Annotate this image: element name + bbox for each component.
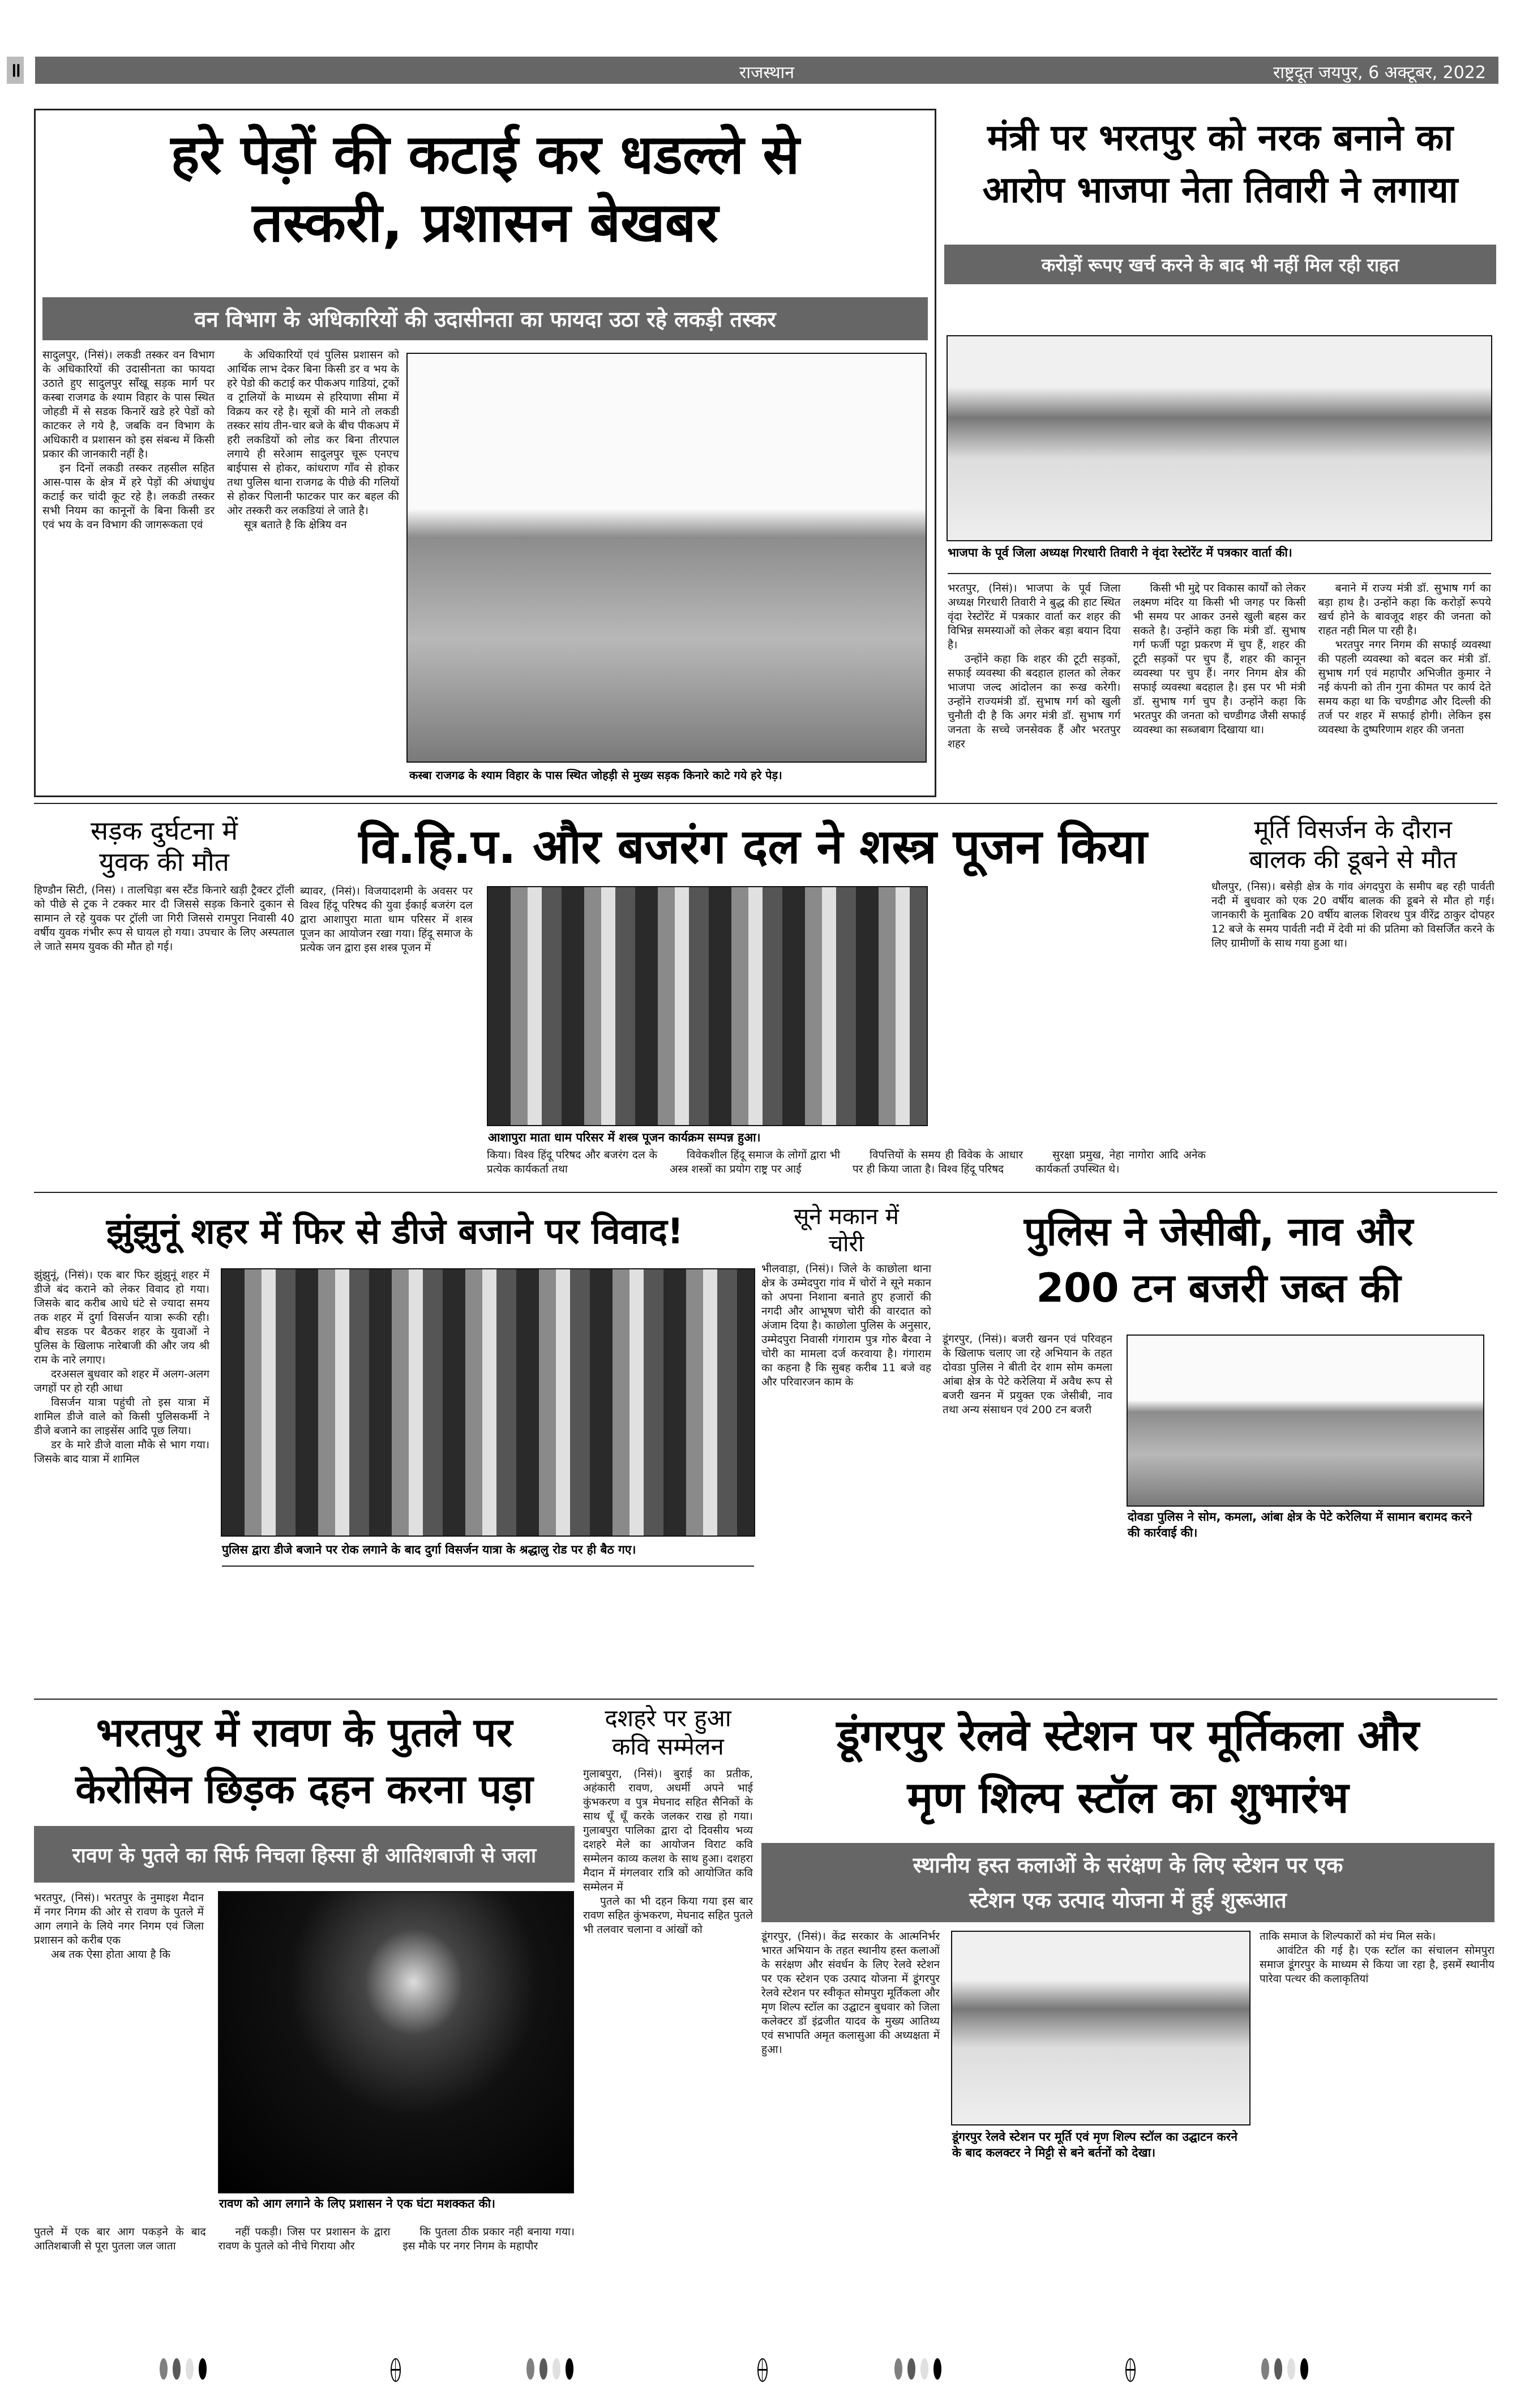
section-divider [34, 803, 1497, 804]
paragraph: पुतले में एक बार आग पकड़ने के बाद आतिशबाजी से पूरा पुतला जल जाता [34, 2226, 206, 2252]
photo-caption: कस्बा राजगढ के श्याम विहार के पास स्थित जोहड़ी से मुख्य सड़क किनारे काटे गये हरे पेड़। [409, 768, 782, 782]
article-road-accident [34, 815, 294, 1178]
paragraph: उन्होंने कहा कि शहर की टूटी सड़कों, सफाई व्यवस्था की बदहाल हालत को लेकर भाजपा जल्द आंदोलन का रूख करेगी। उन्होंने राज्यमंत्री डॉ. सुभाष गर्ग को खुली चुनौती दी है कि अगर मंत्री डॉ. सुभाष गर्ग जनता के सच्चे जनसेवक हैं और भरतपुर शहर [948, 653, 1121, 750]
photo-caption: दोवडा पुलिस ने सोम, कमला, आंबा क्षेत्र के पेटे करेलिया में सामान बरामद करने की कार्रवाई की। [1128, 1510, 1472, 1539]
article-body [583, 1767, 753, 2333]
headline-line: डूंगरपुर रेलवे स्टेशन पर मूर्तिकला और [837, 1710, 1419, 1760]
headline [36, 121, 935, 256]
article-kavi-sammelan [583, 1704, 753, 2344]
article-ravan-dahan [34, 1704, 575, 2344]
divider [222, 1566, 754, 1567]
headline-line: दशहरे पर हुआ [605, 1704, 731, 1732]
paragraph: सूत्र बताते है कि क्षेत्रिय वन [244, 519, 347, 531]
article-body-bottom [34, 2225, 575, 2344]
paragraph: हिण्डौन सिटी, (निस) । तालचिड़ा बस स्टैंड किनारे खड़ी ट्रैक्टर ट्रॉली को पीछे से ट्रक ने टक्कर मार दी जिससे सड़क किनारे दुकान से सामान ले रहे युवक पर ट्रॉली जा गिरी जिससे रामपुरा निवासी 40 वर्षीय युवक गंभीर रूप से घायल हो गया। उपचार के लिए अस्पताल ले जाते समय युवक की मौत हो गई। [34, 884, 294, 953]
paragraph: झुंझुनूं, (निसं)। एक बार फिर झुंझुनूं शहर में डीजे बंद कराने को लेकर विवाद हो गया। जिसके बाद करीब आधे घंटे से ज्यादा समय तक शहर में दुर्गा विसर्जन यात्रा रूकी रही। बीच सडक पर बैठकर शहर के युवाओं ने पुलिस के खिलाफ नारेबाजी की और जय श्री राम के नारे लगाए। [34, 1269, 209, 1366]
subheadline: रावण के पुतले का सिर्फ निचला हिस्सा ही आतिशबाजी से जला [34, 1826, 575, 1883]
section-divider [34, 1192, 1497, 1193]
subheadline: करोड़ों रूपए खर्च करने के बाद भी नहीं मिल रही राहत [944, 245, 1496, 284]
paragraph: भरतपुर, (निसं)। भाजपा के पूर्व जिला अध्यक्ष गिरधारी तिवारी ने बुद्ध की हाट स्थित वृंदा रेस्टोरेंट में पत्रकार वार्ता कर शहर की विभिन्न समस्याओं को लेकर बड़ा बयान दिया है। [948, 582, 1121, 651]
color-registration-mark [894, 2358, 941, 2380]
paragraph: सुरक्षा प्रमुख, नेहा नागोरा आदि अनेक कार्यकर्ता उपस्थित थे। [1035, 1149, 1206, 1175]
section-divider [34, 1699, 1497, 1700]
subheadline [761, 1843, 1494, 1922]
paragraph: विवेकशील हिंदू समाज के लोगों द्वारा भी अस्त्र शस्त्रों का प्रयोग राष्ट्र पर आई [670, 1149, 840, 1175]
headline-line: मंत्री पर भरतपुर को नरक बनाने का [987, 117, 1454, 159]
article-body-bottom [487, 1148, 1206, 1178]
paragraph: डूंगरपुर, (निसं)। बजरी खनन एवं परिवहन के खिलाफ चलाए जा रहे अभियान के तहत दोवडा पुलिस ने बीती देर शाम सोम कमला आंबा क्षेत्र के पेटे करेलिया में अवैध रूप से बजरी खनन में प्रयुक्त एक जेसीबी, नाव तथा अन्य संसाधन एवं 200 टन बजरी [943, 1333, 1112, 1416]
headline-line: सड़क दुर्घटना में [90, 815, 238, 846]
headline-line: चोरी [828, 1231, 864, 1257]
headline-line: मूर्ति विसर्जन के दौरान [1254, 815, 1452, 844]
article-body [34, 1268, 209, 1693]
paragraph: विपत्तियों के समय ही विवेक के आधार पर ही किया जाता है। विश्व हिंदू परिषद [853, 1149, 1023, 1175]
headline-line: भरतपुर में रावण के पुतले पर [96, 1709, 513, 1756]
article-gravel-seizure [943, 1203, 1494, 1696]
headline-line: बालक की डूबने से मौत [1249, 845, 1457, 874]
paragraph: किसी भी मुद्दे पर विकास कार्यों को लेकर लक्ष्मण मंदिर या किसी भी जगह पर किसी भी समय पर आकर उनसे खुली बहस कर सकते है। उन्होंने कहा कि मंत्री डॉ. सुभाष गर्ग फर्जी पट्टा प्रकरण में चुप हैं, शहर की टूटी सड़कों पर चुप हैं, शहर की कानून व्यवस्था पर चुप हैं। नगर निगम क्षेत्र की सफाई व्यवस्था बदहाल है। इस पर भी मंत्री डॉ. सुभाष गर्ग चुप है। उन्होंने कहा कि भरतपुर की जनता को चण्डीगढ जैसी सफाई व्यवस्था का सब्जबाग दिखाया था। [1133, 582, 1306, 736]
paragraph: धौलपुर, (निस)। बसेड़ी क्षेत्र के गांव अंगदपुरा के समीप बह रही पार्वती नदी में बुधवार को एक 20 वर्षीय बालक की डूबने से मौत हो गई। जानकारी के मुताबिक 20 वर्षीय बालक शिवरथ पुत्र वीरेंद्र ठाकुर दोपहर 12 बजे के समय पार्वती नदी में देवी मां की प्रतिमा को विसर्जित करने के लिए ग्रामीणों के साथ गया हुआ था। [1211, 880, 1494, 949]
paragraph: के अधिकारियों एवं पुलिस प्रशासन को आर्थिक लाभ देकर बिना किसी डर व भय के हरे पेडो की कटाई कर पीकअप गाडियां, ट्रकों व ट्रालियों के माध्यम से हरियाणा सीमा में विक्रय कर रहे है। सूत्रों की माने तो लकडी तस्कर सांय तीन-चार बजे के बीच पीकअप में हरी लकडियों को लोड कर बिना तीरपाल लगाये ही सरेआम सादुलपुर चूरू एनएच बाईपास से होकर, कांधराण गाँव से होकर तथा पुलिस थाना राजगढ के पीछे की गलियों से होकर पिलानी फाटकर पार कर बहल की ओर तस्करी कर लकडियां ले जाते है। [227, 349, 399, 517]
headline-line: केरोसिन छिड़क दहन करना पड़ा [75, 1766, 533, 1812]
article-body [948, 581, 1491, 791]
headline-line: 200 टन बजरी जब्त की [1036, 1265, 1401, 1311]
photo-cut-trees [406, 353, 927, 763]
headline-line: मृण शिल्प स्टॉल का शुभारंभ [907, 1772, 1349, 1823]
color-registration-mark [160, 2358, 207, 2380]
headline [34, 1704, 575, 1817]
photo-stall-inauguration [951, 1931, 1251, 2125]
subheadline: वन विभाग के अधिकारियों की उदासीनता का फायदा उठा रहे लकड़ी तस्कर [42, 297, 928, 340]
crosshair-registration-mark [1125, 2358, 1136, 2382]
subheadline-line: स्टेशन एक उत्पाद योजना में हुई शुरूआत [969, 1888, 1287, 1913]
paragraph: पुतले का भी दहन किया गया इस बार रावण सहित कुंभकरण, मेघनाद सहित पुतले भी तलवार चलाना व आंखों को [583, 1894, 753, 1936]
headline [34, 815, 294, 878]
page-header-bar [35, 57, 1498, 84]
photo-ravan-effigy [218, 1891, 574, 2193]
color-registration-mark [526, 2358, 573, 2380]
section-title: राजस्थान [739, 63, 794, 83]
headline-line: तस्करी, प्रशासन बेखबर [252, 191, 718, 254]
paragraph: बनाने में राज्य मंत्री डॉ. सुभाष गर्ग का बड़ा हाथ है। उन्होंने कहा कि करोड़ों रूपये खर्च होने के बावजूद शहर की जनता को राहत नही मिल पा रही है। [1318, 582, 1491, 637]
paragraph: भरतपुर नगर निगम की सफाई व्यवस्था की पहली व्यवस्था को बदल कर मंत्री डॉ. सुभाष गर्ग एवं महापौर अभिजीत कुमार ने नई कंपनी को तीन गुना कीमत पर कार्य देते समय कहा था कि चण्डीगढ और दिल्ली की तर्ज पर शहर में सफाई होगी। लेकिन इस व्यवस्था के दुष्परिणाम शहर की जनता [1318, 639, 1491, 736]
article-bharatpur-tiwari [944, 109, 1496, 794]
headline-line: कवि सम्मेलन [612, 1733, 724, 1761]
photo-press-conference [947, 335, 1492, 541]
article-vhp-shastra-pujan [300, 815, 1206, 1178]
headline: वि.हि.प. और बजरंग दल ने शस्त्र पूजन किया [358, 819, 1147, 874]
article-body [943, 1332, 1112, 1695]
headline [1211, 815, 1494, 875]
subheadline-line: स्थानीय हस्त कलाओं के सरंक्षण के लिए स्टेशन पर एक [913, 1853, 1343, 1877]
headline [761, 1704, 1494, 1829]
paragraph: नहीं पकड़ी। जिस पर प्रशासन के द्वारा रावण के पुतले को नीचे गिराया और [218, 2226, 391, 2252]
article-body-right [1260, 1930, 1494, 2343]
article-dungarpur-stall [761, 1704, 1494, 2344]
paragraph: सादुलपुर, (निसं)। लकडी तस्कर वन विभाग के अधिकारियों की उदासीनता का फायदा उठाते हुए सादुलपुर साँखू सड़क मार्ग पर कस्बा राजगढ के श्याम विहार के पास स्थित जोहडी में से सडक किनारें खडे हरे पेडों को काटकर ले गये है, जबकि वन विभाग के अधिकारी व प्रशासन को इस संबन्ध में किसी प्रकार की जानकारी नहीं है। [42, 349, 215, 460]
headline-line: हरे पेड़ों की कटाई कर धडल्ले से [170, 123, 800, 186]
photo-caption: पुलिस द्वारा डीजे बजाने पर रोक लगाने के बाद दुर्गा विसर्जन यात्रा के श्रद्धालु रोड पर ही बैठ गए। [222, 1543, 636, 1556]
headline [944, 112, 1496, 216]
paragraph: कि पुतला ठीक प्रकार नही बनाया गया। इस मौके पर नगर निगम के महापौर [402, 2226, 575, 2252]
article-body [761, 1262, 931, 1692]
crosshair-registration-mark [757, 2358, 768, 2382]
article-tree-smuggling [34, 109, 936, 797]
paragraph: किया। विश्व हिंदू परिषद और बजरंग दल के प्रत्येक कार्यकर्ता तथा [487, 1149, 657, 1175]
article-drowning [1211, 815, 1494, 1178]
crosshair-registration-mark [391, 2358, 401, 2382]
article-body [42, 348, 399, 790]
paragraph: डूंगरपुर, (निसं)। केंद्र सरकार के आत्मनिर्भर भारत अभियान के तहत स्थानीय हस्त कलाओं के सरंक्षण और संवर्धन के लिए रेलवे स्टेशन पर एक स्टेशन एक उत्पाद योजना में डूंगरपुर रेलवे स्टेशन पर स्वीकृत सोमपुरा मूर्तिकला और मृण शिल्प स्टॉल का उद्घाटन बुधवार को जिला कलेक्टर डॉ इंद्रजीत यादव के मुख्य आतिथ्य एवं सभापति अमृत कलासुआ की अध्यक्षता में हुआ। [761, 1930, 940, 2056]
headline [583, 1704, 753, 1761]
article-theft [761, 1203, 931, 1696]
paragraph: ताकि समाज के शिल्पकारों को मंच मिल सके। [1260, 1930, 1436, 1943]
article-body [1211, 880, 1494, 1163]
headline-line: युवक की मौत [99, 846, 229, 878]
photo-shastra-pujan [487, 886, 928, 1126]
paragraph: आवंटित की गई है। एक स्टॉल का संचालन सोमपुरा समाज डूंगरपुर के माध्यम से किया जा रहा है, इसमें स्थानीय पारेवा पत्थर की कलाकृतियां [1260, 1944, 1494, 1985]
paragraph: डर के मारे डीजे वाला मौके से भाग गया। जिसके बाद यात्रा में शामिल [34, 1439, 209, 1465]
paragraph: ब्यावर, (निसं)। विजयादशमी के अवसर पर विश्व हिंदू परिषद की युवा ईकाई बजरंग दल द्वारा आशापुरा माता धाम परिसर में शस्त्र पूजन का आयोजन रखा गया। हिंदू समाज के प्रत्येक जन द्वारा इस शस्त्र पूजन में [300, 885, 473, 954]
headline-line: पुलिस ने जेसीबी, नाव और [1023, 1208, 1414, 1255]
headline-line: सूने मकान में [794, 1204, 899, 1230]
paragraph: अब तक ऐसा होता आया है कि [51, 1948, 171, 1961]
paragraph: भीलवाड़ा, (निसं)। जिले के काछोला थाना क्षेत्र के उम्मेदपुरा गांव में चोरों ने सूने मकान को अपना निशाना बनाते हुए हजारों की नगदी और आभूषण चोरी की वारदात को अंजाम दिया है। काछोला पुलिस के अनुसार, उम्मेदपुरा निवासी गंगाराम पुत्र गोरु बैरवा ने चोरी का मामला दर्ज करवाया है। गंगाराम का कहना है कि सुबह करीब 11 बजे वह और परिवारजन काम के [761, 1263, 931, 1388]
photo-caption: डूंगरपुर रेलवे स्टेशन पर मूर्ति एवं मृण शिल्प स्टॉल का उद्घाटन करने के बाद कलक्टर ने मिट्टी से बने बर्तनों को देखा। [952, 2130, 1238, 2159]
page-section-mark: ॥ [7, 57, 24, 84]
paragraph: गुलाबपुरा, (निसं)। बुराई का प्रतीक, अहंकारी रावण, अधर्मी अपने भाई कुंभकरण व पुत्र मेघनाद सहित सैनिकों के साथ धूँ धूँ करके जलकर राख हो गया। गुलाबपुरा पालिका द्वारा दो दिवसीय भव्य दशहरे मेले का आयोजन विराट कवि सम्मेलन काव्य कलश के साथ हुआ। दशहरा मैदान में मंगलवार रात्रि को आयोजित कवि सम्मेलन में [583, 1767, 753, 1893]
paragraph: इन दिनों लकडी तस्कर तहसील सहित आस-पास के क्षेत्र में हरे पेड़ों की अंधाधुंध कटाई कर चांदी कूट रहे है। लकडी तस्कर सभी नियम का कानूनों के बिना किसी डर एवं भय के वन विभाग की जागरूकता एवं [42, 462, 215, 531]
photo-caption: भाजपा के पूर्व जिला अध्यक्ष गिरधारी तिवारी ने वृंदा रेस्टोरेंट में पत्रकार वार्ता की। [948, 546, 1292, 559]
headline: झुंझुनूं शहर में फिर से डीजे बजाने पर विवाद! [106, 1211, 684, 1252]
article-body [300, 884, 473, 1173]
article-body [761, 1930, 940, 2343]
article-body [34, 883, 294, 1166]
divider [948, 573, 1491, 574]
photo-caption: आशापुरा माता धाम परिसर में शस्त्र पूजन कार्यक्रम सम्पन्न हुआ। [488, 1131, 761, 1144]
headline [761, 1203, 931, 1258]
photo-dj-protest [221, 1268, 755, 1537]
headline-line: आरोप भाजपा नेता तिवारी ने लगाया [982, 169, 1458, 211]
article-body [34, 1891, 204, 2208]
dateline: राष्ट्रदूत जयपुर, 6 अक्टूबर, 2022 [1273, 63, 1486, 83]
article-jhunjhunu-dj [34, 1203, 756, 1696]
photo-caption: रावण को आग लगाने के लिए प्रशासन ने एक घंटा मशक्कत की। [219, 2197, 495, 2210]
color-registration-mark [1261, 2358, 1308, 2380]
paragraph: भरतपुर, (निसं)। भरतपुर के नुमाइश मैदान में नगर निगम की ओर से रावण के पुतले में आग लगाने के लिये नगर निगम एवं जिला प्रशासन को करीब एक [34, 1892, 204, 1947]
paragraph: विसर्जन यात्रा पहुंची तो इस यात्रा में शामिल डीजे वाले को किसी पुलिसकर्मी ने डीजे बजाने का लाइसेंस आदि पूछ लिया। [34, 1396, 209, 1437]
headline [943, 1203, 1494, 1316]
photo-jcb-gravel [1127, 1335, 1484, 1507]
paragraph: दरअसल बुधवार को शहर में अलग-अलग जगहों पर हो रही आधा [34, 1368, 209, 1395]
